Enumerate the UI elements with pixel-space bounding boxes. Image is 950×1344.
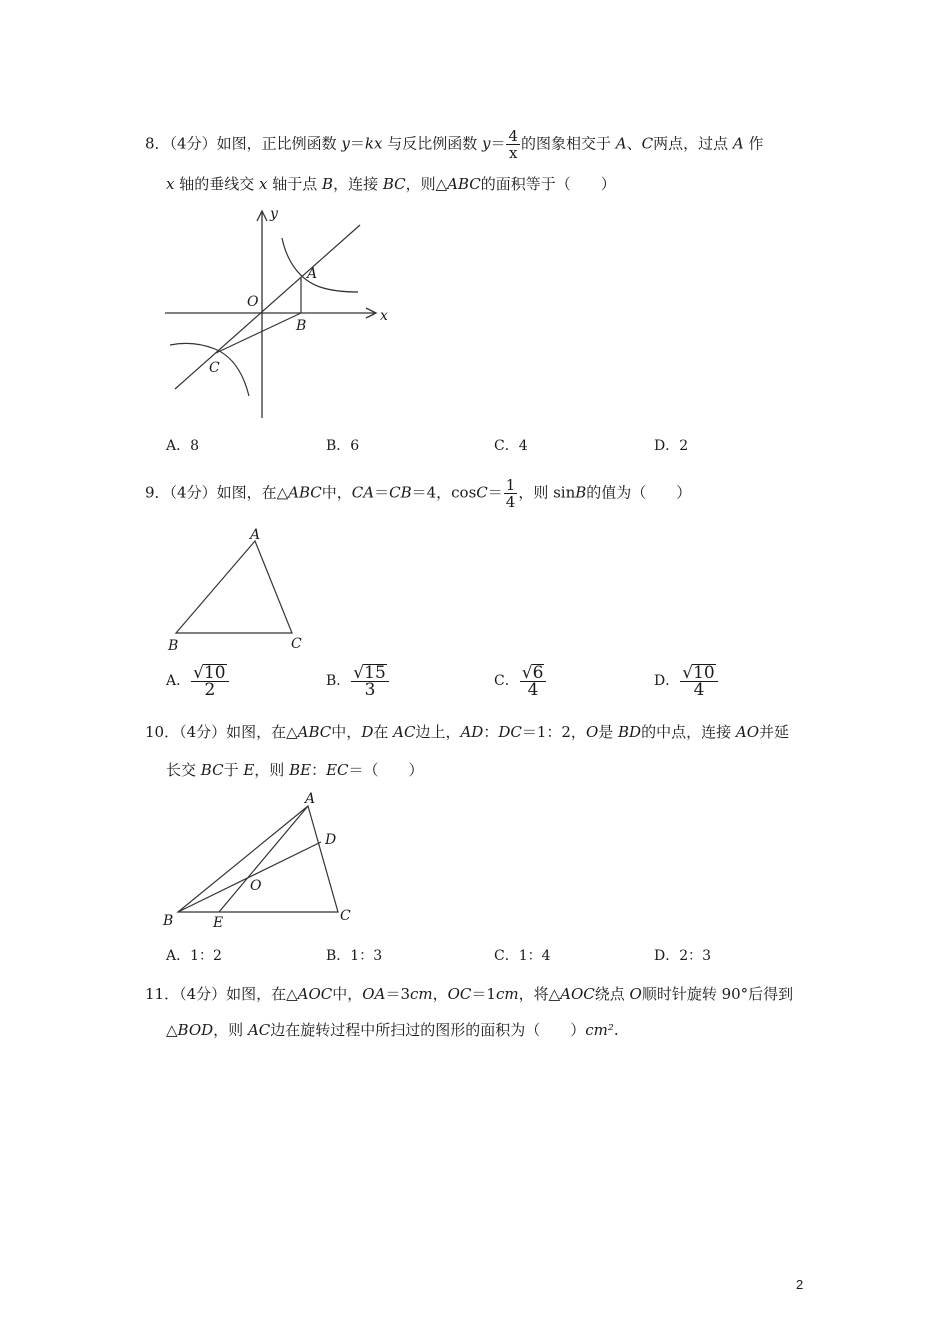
q8-option-a[interactable]: A．8 [166,438,200,454]
q10-option-a[interactable]: A．1：2 [166,948,222,964]
q8-option-d[interactable]: D．2 [654,438,689,454]
q8-label-A: A [307,266,318,282]
q9-option-c[interactable]: C． $\frac{√6}{4}$ [494,664,547,698]
q8-figure [155,205,395,425]
q8-line2: x 轴的垂线交 x 轴于点 B，连接 BC，则△ABC的面积等于（ ） [166,175,616,193]
q8-label-y: y [270,206,278,222]
q11-line2: △BOD，则 AC边在旋转过程中所扫过的图形的面积为（ ）cm². [166,1021,619,1039]
q10-option-c[interactable]: C．1：4 [494,948,551,964]
q10-line1: 10．（4分）如图，在△ABC中，D在 AC边上，AD：DC＝1：2，O是 BD的中点，连接 AO并延 [145,723,790,741]
q10-label-E: E [213,915,224,931]
q9-option-a[interactable]: A． $\frac{√10}{2}$ [166,664,230,698]
q9-label-B: B [168,638,179,652]
q8-option-b[interactable]: B．6 [326,438,360,454]
q10-label-B: B [163,913,174,929]
q8-line1: 8．（4分）如图，正比例函数 y＝kx 与反比例函数 y＝ $\frac{4}{x}$ 的图象相交于 A、C两点，过点 A 作 [145,127,764,162]
q10-option-b[interactable]: B．1：3 [326,948,383,964]
q9-figure [160,522,320,652]
page-number: 2 [796,1277,804,1292]
q9-label-A: A [250,527,261,543]
q10-option-d[interactable]: D．2：3 [654,948,712,964]
q10-figure [158,788,368,933]
q8-label-x: x [380,308,388,324]
q11-line1: 11．（4分）如图，在△AOC中，OA＝3cm，OC＝1cm，将△AOC绕点 O顺时针旋转 90°后得到 [145,985,794,1003]
q8-option-c[interactable]: C．4 [494,438,528,454]
q10-label-D: D [325,832,337,848]
q8-label-C: C [209,360,220,376]
q9-line1: 9．（4分）如图，在△ABC中，CA＝CB＝4，cosC＝ $\frac{1}{4}$ ，则 sinB的值为（ ） [145,476,692,511]
q9-fraction: $\frac{1}{4}$ [505,476,516,511]
q10-label-O: O [250,878,262,894]
q8-label-O: O [247,294,259,310]
q10-label-A: A [305,791,316,807]
q8-fraction: $\frac{4}{x}$ [508,127,519,162]
q8-label-B: B [296,318,307,334]
q9-option-d[interactable]: D． $\frac{√10}{4}$ [654,664,719,698]
q9-label-C: C [291,636,302,652]
q10-label-C: C [340,908,351,924]
q9-option-b[interactable]: B． $\frac{√15}{3}$ [326,664,390,698]
q10-line2: 长交 BC于 E，则 BE：EC＝（ ） [166,761,424,779]
